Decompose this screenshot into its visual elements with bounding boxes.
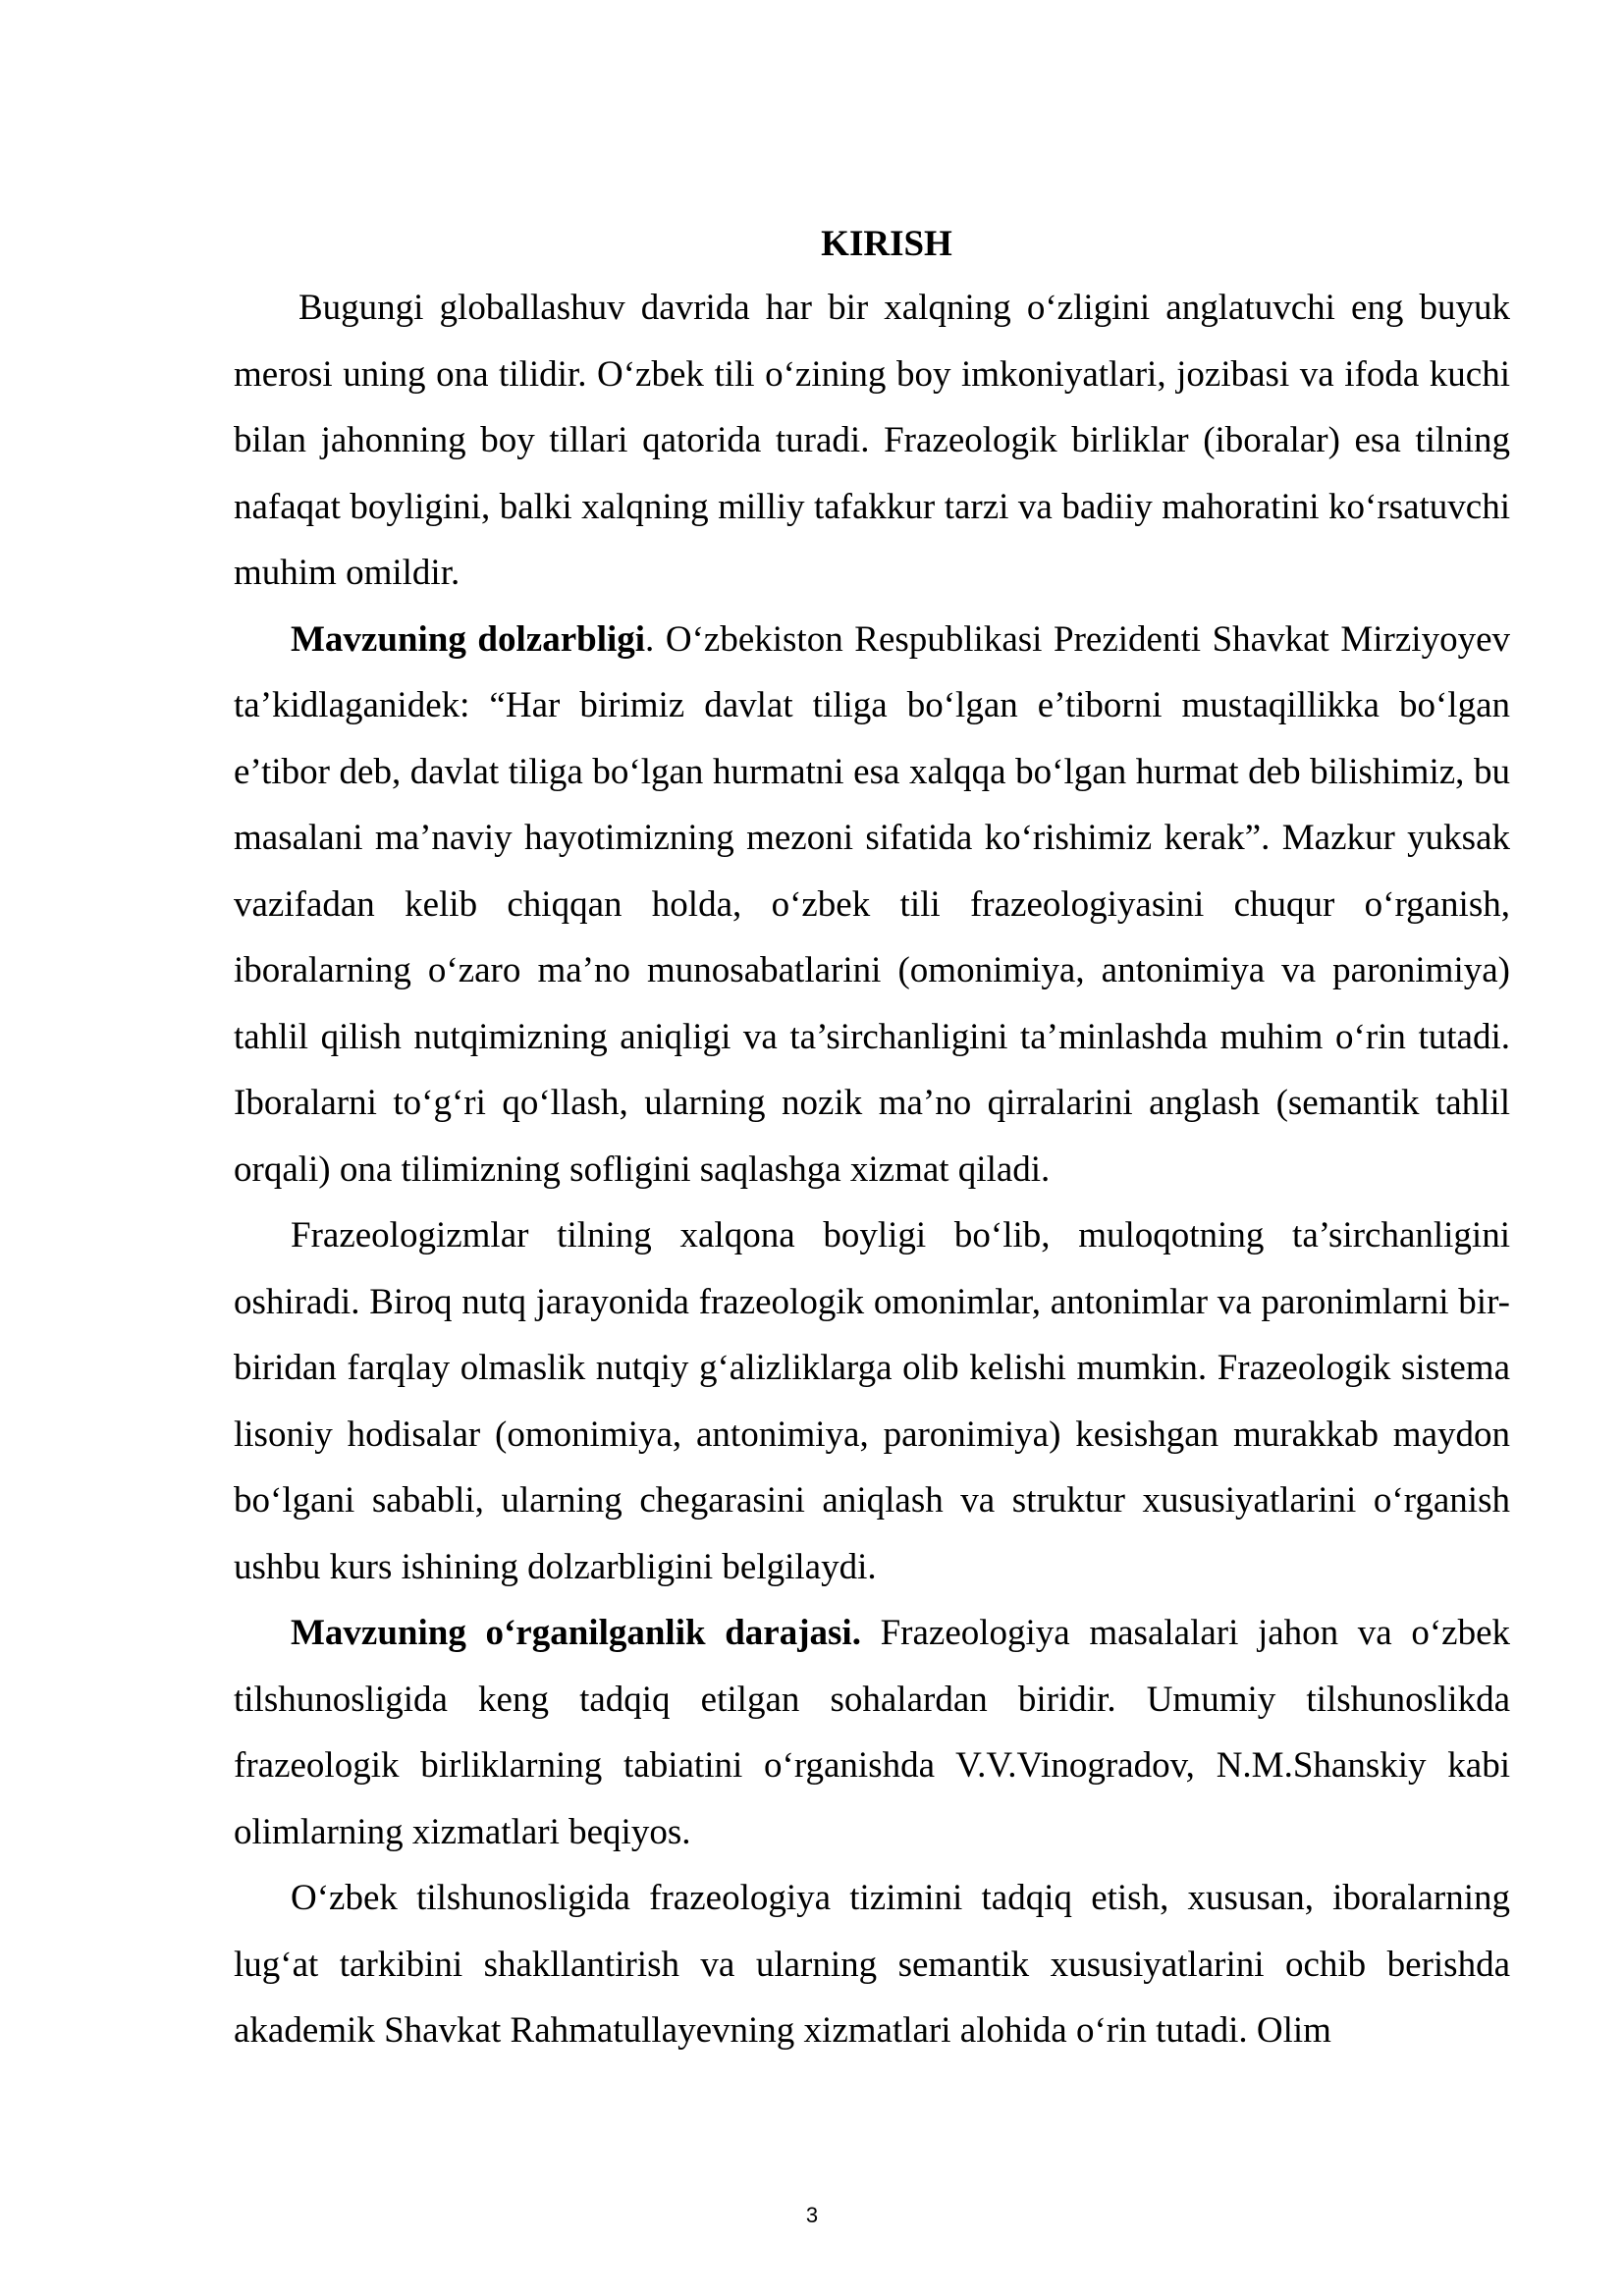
- paragraph-text: Frazeologiya masalalari jahon va o‘zbek tilshunosligida keng tadqiq etilgan sohalardan biridir. Umumiy tilshunoslikda frazeologik birliklarning tabiatini o‘rganishda V.V.Vinogradov, N.M.Shanskiy kabi olimlarning xizmatlari beqiyos.: [234, 1613, 1511, 1852]
- paragraph-study-level: [234, 1600, 1510, 1865]
- page-content: [234, 214, 1510, 2064]
- paragraph-uzbek-linguistics: [234, 1865, 1510, 2064]
- paragraph-heading: Mavzuning o‘rganilganlik darajasi.: [291, 1613, 861, 1653]
- paragraph-phraseology: [234, 1202, 1510, 1600]
- paragraph-text: . O‘zbekiston Respublikasi Prezidenti Shavkat Mirziyoyev ta’kidlaganidek: “Har birimiz davlat tiliga bo‘lgan e’tiborni mustaqillikka bo‘lgan e’tibor deb, davlat tiliga bo‘lgan hurmatni esa xalqqa bo‘lgan hurmat deb bilishimiz, bu masalani ma’naviy hayotimizning mezoni sifatida ko‘rishimiz kerak”. Mazkur yuksak vazifadan kelib chiqqan holda, o‘zbek tili frazeologiyasini chuqur o‘rganish, iboralarning o‘zaro ma’no munosabatlarini (omonimiya, antonimiya va paronimiya) tahlil qilish nutqimizning aniqligi va ta’sirchanligini ta’minlashda muhim o‘rin tutadi. Iboralarni to‘g‘ri qo‘llash, ularning nozik ma’no qirralarini anglash (semantik tahlil orqali) ona tilimizning sofligini saqlashga xizmat qiladi.: [234, 618, 1510, 1190]
- page-title: KIRISH: [821, 224, 952, 264]
- paragraph-relevance: [234, 607, 1510, 1203]
- paragraph-intro: [234, 275, 1510, 607]
- paragraph-text: Bugungi globallashuv davrida har bir xalqning o‘zligini anglatuvchi eng buyuk merosi uning ona tilidir. O‘zbek tili o‘zining boy imkoniyatlari, jozibasi va ifoda kuchi bilan jahonning boy tillari qatorida turadi. Frazeologik birliklar (iboralar) esa tilning nafaqat boyligini, balki xalqning milliy tafakkur tarzi va badiiy mahoratini ko‘rsatuvchi muhim omildir.: [234, 288, 1510, 593]
- page-number: 3: [805, 2203, 819, 2227]
- paragraph-text: O‘zbek tilshunosligida frazeologiya tizimini tadqiq etish, xususan, iboralarning lug‘at tarkibini shakllantirish va ularning semantik xususiyatlarini ochib berishda akademik Shavkat Rahmatullayevning xizmatlari alohida o‘rin tutadi. Olim: [234, 1878, 1510, 2051]
- paragraph-heading: Mavzuning dolzarbligi: [291, 618, 646, 660]
- paragraph-text: Frazeologizmlar tilning xalqona boyligi bo‘lib, muloqotning ta’sirchanligini oshiradi. Biroq nutq jarayonida frazeologik omonimlar, antonimlar va paronimlarni bir-biridan farqlay olmaslik nutqiy g‘alizliklarga olib kelishi mumkin. Frazeologik sistema lisoniy hodisalar (omonimiya, antonimiya, paronimiya) kesishgan murakkab maydon bo‘lgani sababli, ularning chegarasini aniqlash va struktur xususiyatlarini o‘rganish ushbu kurs ishining dolzarbligini belgilaydi.: [234, 1215, 1510, 1587]
